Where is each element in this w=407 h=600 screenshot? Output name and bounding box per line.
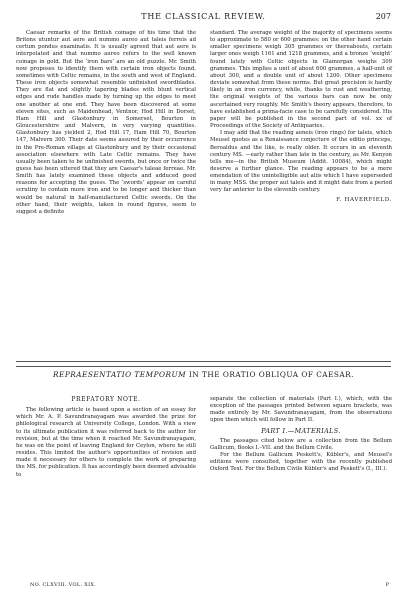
haverfield-paragraph-2: standard. The average weight of the majority of specimens seems to approximate to 580 or 600 grammes: on the other hand certain smaller specimens weigh 305 grammes or thereabouts, certain larger ones weigh 1161 and 1218 grammes, and a bronze ‘weight’ found lately with Celtic objects in Glamorgan weighs 309 grammes. This implies a unit of about 600 grammes, a half-unit of about 300, and a double unit of about 1200. Other specimens deviate somewhat from these norms. But great precision is hardly likely in an iron currency, while, thanks to rust and weathering, the original weights of the various bars can now be only ascertained very roughly. Mr. Smith's theory appears, therefore, to have established a prima-facie case to be carefully considered. His paper will be published in the second part of vol. xx of Proceedings of the Society of Antiquaries. — [210, 30, 392, 130]
haverfield-paragraph-3: I may add that the reading aeneis (iron rings) for taleis, which Meusel quotes as a Renaissance conjecture of the editio princeps, Beroaldus and the like, is really older. It occurs in an eleventh century MS. —early rather than late in the century, as Mr. Kenyon tells me—in the British Museum (Addit. 10084), which might deserve a further glance. The reading appears to be a mere emendation of the unintelligible aut aliis which I have superseded in many MSS. the proper aut taleis and it might date from a period very far anterior to the eleventh century. — [210, 130, 392, 194]
haverfield-paragraph-1: Caesar remarks of the British coinage of his time that the Britons utuntur aut aere aut nummo aureo aut taleis ferreis ad certum pondus examinatis. It is usually agreed that aut aere is interpolated and that nummo aureo refers to the well known coinage in gold. But the ‘iron bars’ are an old puzzle. Mr. Smith now proposes to identify them with certain iron objects found, sometimes with Celtic remains, in the south and west of England. These iron objects somewhat resemble unfinished swordblades. They are flat and slightly tapering blades with blunt vertical edges and rude handles made by turning up the edges to meet one another at one end. They have been discovered at some eleven sites, such as Maidenhead, Ventnor, Hod Hill in Dorset, Ham Hill and Glastonbury in Somerset, Bourton in Gloucestershire and Malvern, in very varying quantities. Glastonbury has yielded 2, Hod Hill 17, Ham Hill 70, Bourton 147, Malvern 300. Their date seems assured by their occurrence in the Pre-Roman village at Glastonbury and by their occasional association elsewhere with Late Celtic remains. They have usually been taken to be unfinished swords, but once or twice the guess has been uttered that they are Caesar's taleae ferreae. Mr. Smith has lately examined these objects and adduced good reasons for accepting the guess. The ‘swords’ appear on careful scrutiny to contain more iron and to be longer and thicker than would be natural in half-manufactured Celtic swords. On the other hand, their weights, taken in round figures, seem to suggest a definite — [16, 30, 196, 215]
article-title — [16, 370, 391, 379]
author-signature: F. HAVERFIELD. — [336, 196, 392, 203]
page-number: 207 — [375, 12, 391, 21]
running-title: THE CLASSICAL REVIEW. — [141, 12, 266, 21]
running-head — [16, 12, 391, 24]
article-title-italic: REPRAESENTATIO TEMPORUM — [53, 370, 187, 379]
signature-mark: P — [385, 582, 389, 588]
prefatory-note-paragraph: The following article is based upon a section of an essay for which Mr. A. P. Savundranayagam was awarded the prize for philological research at University College, London. With a view to its ultimate publication it was referred back to the author for revision, but at the time when it reached Mr. Savundranayagam, he was on the point of leaving England for Ceylon, where he still resides. This limited the author's opportunities of revision and made it necessary for others to complete the work of preparing the MS. for publication. It has accordingly been deemed advisable to — [16, 407, 196, 478]
prefatory-note-heading: PREFATORY NOTE. — [71, 396, 141, 403]
bottom-left-column — [16, 396, 196, 479]
bottom-right-column — [210, 396, 392, 474]
section-divider-lower — [16, 366, 391, 367]
top-left-column — [16, 30, 196, 216]
article-title-rest: IN THE ORATIO OBLIQUA OF CAESAR. — [188, 370, 354, 379]
page-footer — [16, 582, 391, 590]
part-heading: PART I.—MATERIALS. — [261, 426, 341, 435]
issue-number: NO. CLXVIII. VOL. XIX. — [30, 582, 97, 588]
materials-paragraph-2: For the Bellum Gallicum Peskett's, Kübler's, and Meusel's editions were consulted, together with the recently published Oxford Text. For the Bellum Civile Kübler's and Peskett's (I., III.). — [210, 452, 392, 473]
prefatory-note-continued: separate the collection of materials (Part I.), which, with the exception of the passages printed between square brackets, was made entirely by Mr. Savundranayagam, from the observations upon them which will follow in Part II. — [210, 396, 392, 424]
materials-paragraph-1: The passages cited below are a collection from the Bellum Gallicum, Books I.–VII. and the Bellum Civile. — [210, 437, 392, 451]
top-right-column — [210, 30, 392, 204]
section-divider-upper — [16, 361, 391, 362]
